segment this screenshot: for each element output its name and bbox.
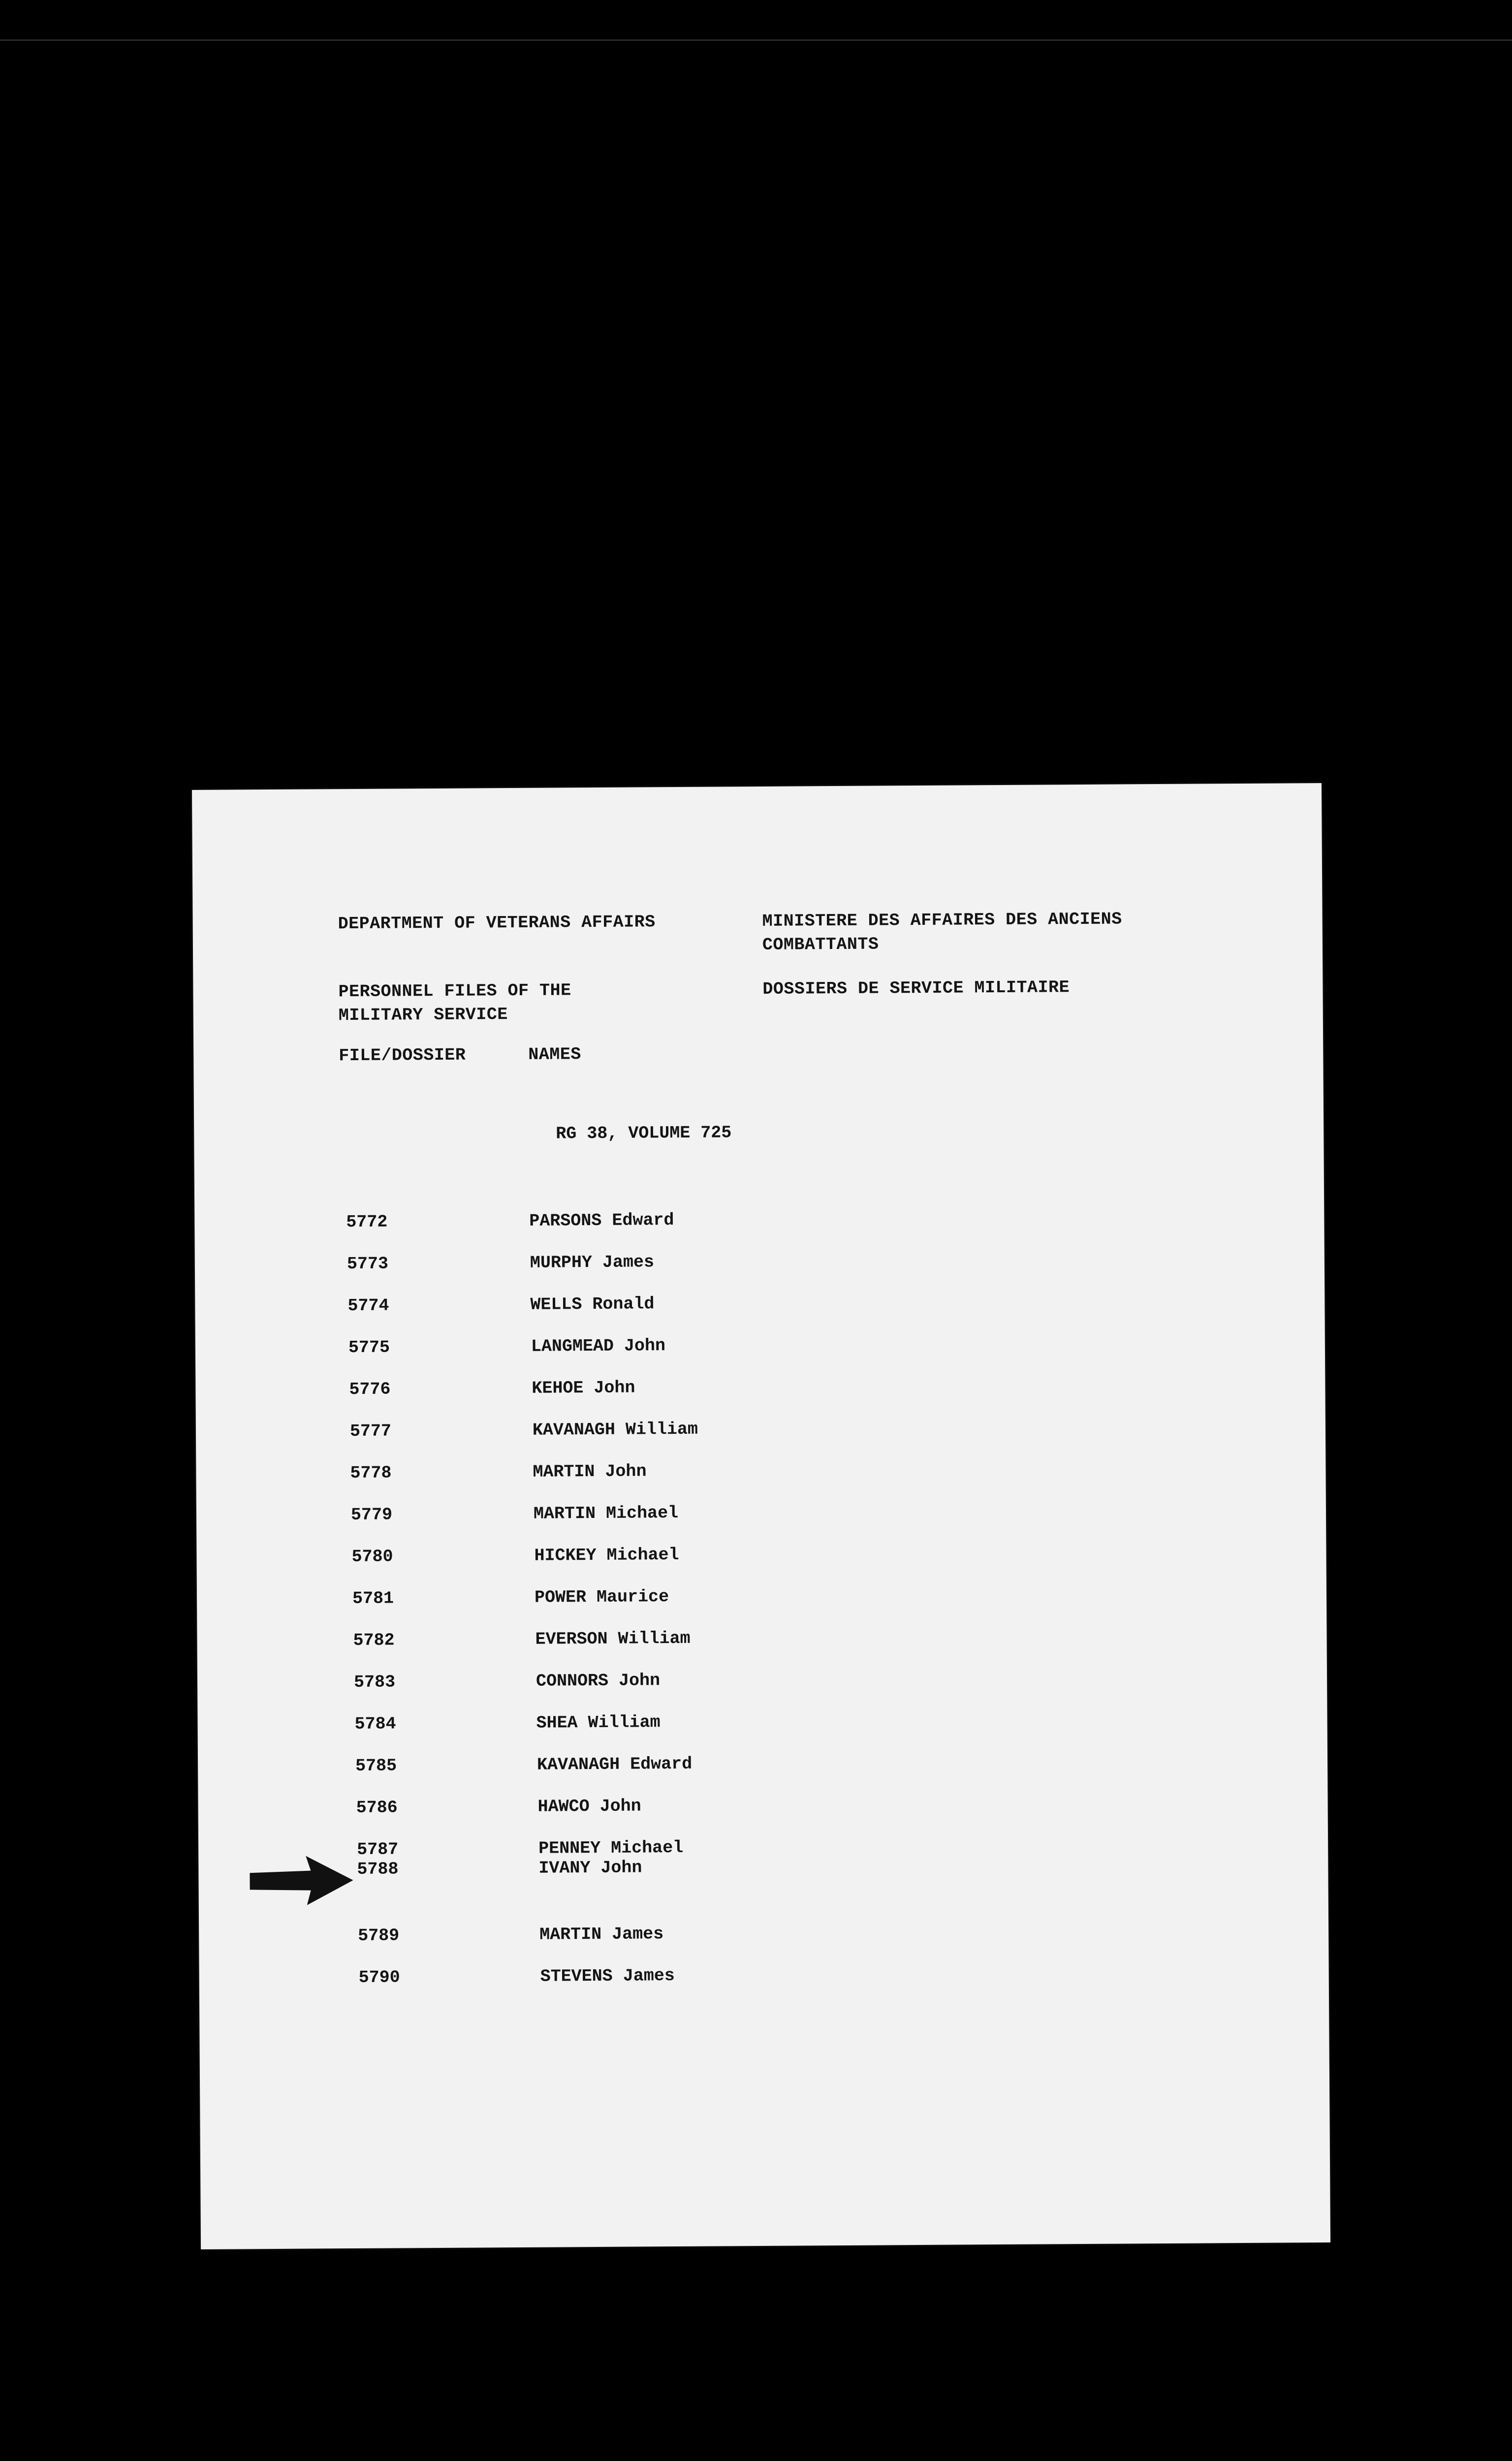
document-page bbox=[192, 783, 1330, 2249]
file-number: 5787 bbox=[357, 1839, 399, 1860]
file-number: 5786 bbox=[356, 1798, 398, 1818]
file-number: 5783 bbox=[353, 1672, 396, 1693]
person-name: MARTIN James bbox=[539, 1924, 664, 1945]
file-number: 5774 bbox=[347, 1295, 389, 1316]
file-number: 5779 bbox=[350, 1505, 393, 1525]
person-name: LANGMEAD John bbox=[531, 1336, 666, 1357]
person-name: KAVANAGH Edward bbox=[536, 1754, 693, 1775]
person-name: MURPHY James bbox=[530, 1252, 655, 1273]
file-number: 5777 bbox=[349, 1421, 392, 1442]
file-number: 5785 bbox=[355, 1756, 397, 1776]
department-title-fr: MINISTERE DES AFFAIRES DES ANCIENS COMBATTANTS bbox=[762, 909, 1122, 955]
person-name: STEVENS James bbox=[540, 1966, 675, 1987]
file-number: 5780 bbox=[351, 1546, 393, 1567]
file-number: 5789 bbox=[358, 1925, 400, 1946]
file-number: 5778 bbox=[350, 1463, 392, 1483]
person-name: MARTIN Michael bbox=[533, 1503, 679, 1524]
person-name: SHEA William bbox=[536, 1712, 661, 1733]
files-title-fr: DOSSIERS DE SERVICE MILITAIRE bbox=[762, 978, 1070, 999]
volume-label: RG 38, VOLUME 725 bbox=[556, 1123, 732, 1144]
file-number: 5772 bbox=[346, 1212, 388, 1232]
person-name: CONNORS John bbox=[536, 1671, 661, 1691]
person-name: PENNEY Michael bbox=[538, 1837, 684, 1859]
file-number: 5776 bbox=[349, 1379, 391, 1400]
person-name: WELLS Ronald bbox=[530, 1294, 655, 1315]
file-number: 5790 bbox=[358, 1967, 400, 1988]
person-name: PARSONS Edward bbox=[529, 1210, 674, 1231]
person-name: HAWCO John bbox=[537, 1796, 641, 1817]
column-header-names: NAMES bbox=[528, 1044, 581, 1065]
person-name: HICKEY Michael bbox=[534, 1545, 679, 1566]
department-title-en: DEPARTMENT OF VETERANS AFFAIRS bbox=[338, 912, 656, 934]
person-name: IVANY John bbox=[538, 1858, 642, 1878]
person-name: MARTIN John bbox=[533, 1461, 647, 1482]
person-name: POWER Maurice bbox=[534, 1587, 669, 1608]
file-number: 5788 bbox=[357, 1859, 399, 1879]
file-number: 5784 bbox=[354, 1714, 396, 1735]
files-title-en: PERSONNEL FILES OF THE MILITARY SERVICE bbox=[338, 980, 571, 1026]
top-rule bbox=[0, 39, 1512, 41]
person-name: KAVANAGH William bbox=[532, 1419, 698, 1440]
person-name: EVERSON William bbox=[535, 1628, 691, 1649]
file-number: 5781 bbox=[352, 1588, 394, 1609]
person-name: KEHOE John bbox=[532, 1378, 635, 1398]
arrow-right-icon bbox=[248, 1854, 356, 1908]
column-header-file: FILE/DOSSIER bbox=[339, 1045, 466, 1066]
file-number: 5773 bbox=[346, 1254, 389, 1274]
file-number: 5782 bbox=[353, 1630, 395, 1651]
file-number: 5775 bbox=[348, 1337, 390, 1358]
